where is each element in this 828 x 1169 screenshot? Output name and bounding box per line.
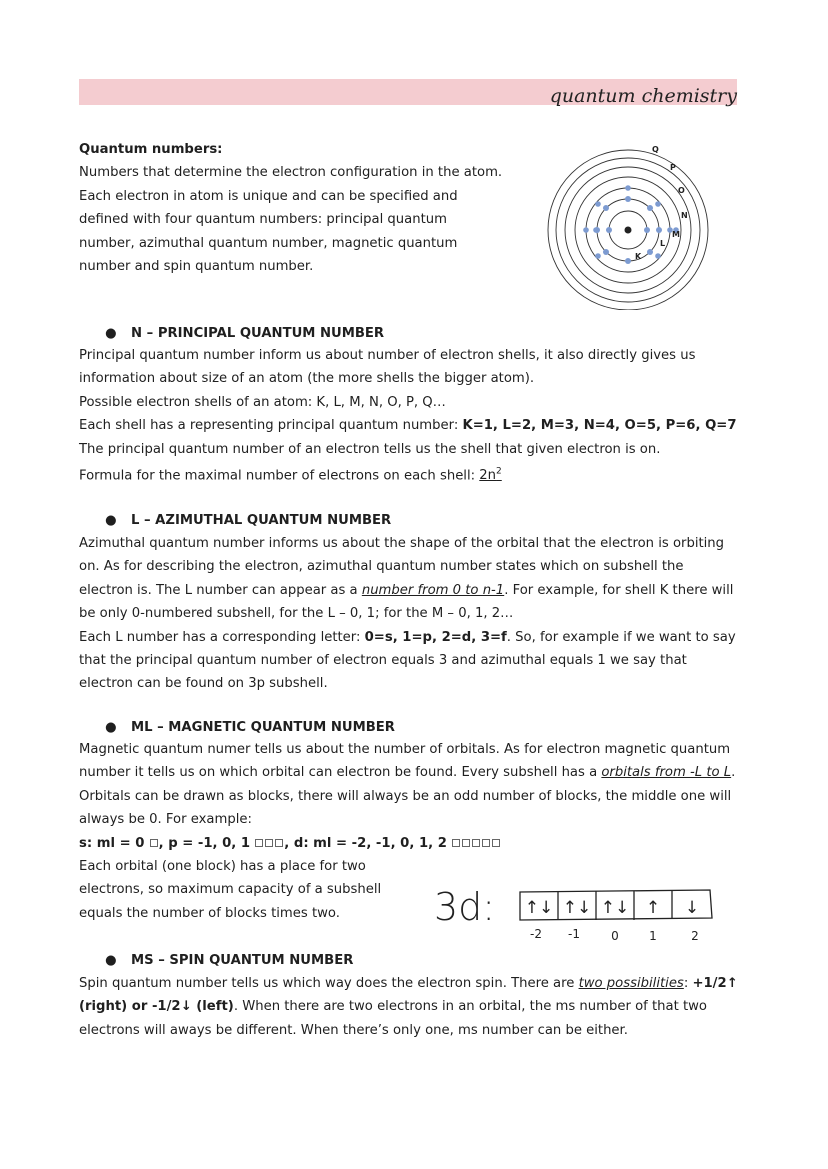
intro-line: defined with four quantum numbers: principal quantum xyxy=(79,212,447,228)
section-heading-text: MS – SPIN QUANTUM NUMBER xyxy=(131,953,354,968)
shell-label: N xyxy=(681,211,688,220)
electron-dot xyxy=(606,227,612,233)
orbital-block-icon xyxy=(452,839,460,847)
ml-value: 1 xyxy=(649,929,657,943)
electron-arrows: ↓ xyxy=(684,898,700,918)
electron-dot xyxy=(603,205,609,211)
text-line: electrons, so maximum capacity of a subshell xyxy=(79,882,382,898)
text-line: on. As for describing the electron, azimuthal quantum number states which on subshell the xyxy=(79,559,684,575)
orbital-block-icon xyxy=(255,839,263,847)
electron-dot xyxy=(647,205,653,211)
orbital-block-icon xyxy=(265,839,273,847)
intro-section xyxy=(79,138,529,278)
electron-dot xyxy=(583,227,589,233)
bullet-icon: ● xyxy=(105,720,117,735)
text-line: Formula for the maximal number of electrons on each shell: $2n^2$ xyxy=(79,467,502,484)
text-line: Possible electron shells of an atom: K, L, M, N, O, P, Q… xyxy=(79,394,446,410)
shell-label: K xyxy=(635,252,642,261)
section-heading-text: ML – MAGNETIC QUANTUM NUMBER xyxy=(131,720,395,735)
subshell-label: 3d: xyxy=(434,885,496,929)
electron-dot xyxy=(656,227,662,233)
section-heading-principal xyxy=(105,324,385,344)
ml-value: -1 xyxy=(568,927,580,941)
section-heading-text: L – AZIMUTHAL QUANTUM NUMBER xyxy=(131,513,392,528)
header-band xyxy=(79,79,737,105)
orbital-block-icon xyxy=(472,839,480,847)
electron-dot xyxy=(625,196,631,202)
electron-dot xyxy=(625,258,631,264)
ml-value: -2 xyxy=(530,927,542,941)
bullet-icon: ● xyxy=(105,953,117,968)
orbital-block-icon xyxy=(275,839,283,847)
electron-dot xyxy=(595,201,601,207)
text-line: Each orbital (one block) has a place for two xyxy=(79,859,366,875)
text-line: equals the number of blocks times two. xyxy=(79,905,340,921)
electron-arrows: ↑ xyxy=(645,898,661,918)
text-line: number it tells us on which orbital can electron be found. Every subshell has a orbitals from -L to L. xyxy=(79,765,736,781)
electron-dot xyxy=(593,227,599,233)
text-line: that the principal quantum number of electron equals 3 and azimuthal equals 1 we say that xyxy=(79,653,687,669)
text-line: The principal quantum number of an electron tells us the shell that given electron is on. xyxy=(79,441,661,457)
electron-arrows: ↑↓ xyxy=(600,898,630,918)
intro-line: number and spin quantum number. xyxy=(79,259,314,275)
ml-value: 0 xyxy=(611,929,619,943)
text-line: information about size of an atom (the more shells the bigger atom). xyxy=(79,371,535,387)
orbital-block-icon xyxy=(492,839,500,847)
shell-label: L xyxy=(660,239,666,248)
electron-arrows: ↑↓ xyxy=(524,898,554,918)
text-line: electron is. The L number can appear as a number from 0 to n-1. For example, for shell K there will xyxy=(79,582,734,598)
text-line: s: ml = 0 , p = -1, 0, 1 , d: ml = -2, -1, 0, 1, 2 xyxy=(79,832,759,855)
text-line: electron can be found on 3p subshell. xyxy=(79,676,328,692)
nucleus xyxy=(625,227,632,234)
text-line: Each shell has a representing principal quantum number: K=1, L=2, M=3, N=4, O=5, P=6, Q=7 xyxy=(79,418,737,434)
electron-dot xyxy=(644,227,650,233)
text-line: Magnetic quantum numer tells us about the number of orbitals. As for electron magnetic quantum xyxy=(79,742,731,757)
shell-label: Q xyxy=(652,145,659,154)
intro-line: Each electron in atom is unique and can be specified and xyxy=(79,188,458,204)
intro-line: number, azimuthal quantum number, magnetic quantum xyxy=(79,235,458,251)
bullet-icon: ● xyxy=(105,326,117,341)
text-line: Orbitals can be drawn as blocks, there will always be an odd number of blocks, the middle one will xyxy=(79,788,732,804)
shell-label: P xyxy=(670,163,676,172)
page-title: quantum chemistry xyxy=(549,85,737,107)
text-line: Each L number has a corresponding letter: 0=s, 1=p, 2=d, 3=f. So, for example if we want to say xyxy=(79,629,736,645)
atom-shell-diagram xyxy=(536,138,732,310)
azimuthal-paragraph xyxy=(79,532,759,696)
text-line: electrons will aways be different. When there’s only one, ms number can be either. xyxy=(79,1022,628,1038)
principal-paragraph xyxy=(79,344,759,488)
text-line: be only 0-numbered subshell, for the L – 0, 1; for the M – 0, 1, 2… xyxy=(79,606,514,622)
section-heading-azimuthal xyxy=(105,511,392,531)
shell-label: M xyxy=(672,230,680,239)
electron-dot xyxy=(603,249,609,255)
shell-label: O xyxy=(678,186,685,195)
intro-line: Numbers that determine the electron configuration in the atom. xyxy=(79,165,503,181)
text-line: Spin quantum number tells us which way does the electron spin. There are two possibilities: +1/2↑ xyxy=(79,976,738,991)
electron-dot xyxy=(625,185,631,191)
orbital-block-icon xyxy=(150,839,158,847)
text-line: Principal quantum number inform us about number of electron shells, it also directly gives us xyxy=(79,348,696,363)
orbital-block-icon xyxy=(482,839,490,847)
section-heading-text: N – PRINCIPAL QUANTUM NUMBER xyxy=(131,326,385,341)
electron-dot xyxy=(655,201,661,207)
orbital-block-icon xyxy=(462,839,470,847)
ml-value: 2 xyxy=(691,929,699,943)
text-line: always be 0. For example: xyxy=(79,812,252,828)
text-line: Azimuthal quantum number informs us about the shape of the orbital that the electron is orbiting xyxy=(79,536,725,551)
electron-dot xyxy=(655,253,661,259)
orbital-diagram-3d xyxy=(432,878,732,944)
bullet-icon: ● xyxy=(105,513,117,528)
formula: $2n^2$ xyxy=(479,467,502,484)
spin-paragraph xyxy=(79,972,759,1042)
electron-arrows: ↑↓ xyxy=(562,898,592,918)
intro-title: Quantum numbers: xyxy=(79,142,223,157)
text-line: (right) or -1/2↓ (left). When there are two electrons in an orbital, the ms number of that two xyxy=(79,999,707,1015)
section-heading-spin xyxy=(105,951,354,971)
electron-dot xyxy=(647,249,653,255)
section-heading-magnetic xyxy=(105,718,395,738)
electron-dot xyxy=(595,253,601,259)
